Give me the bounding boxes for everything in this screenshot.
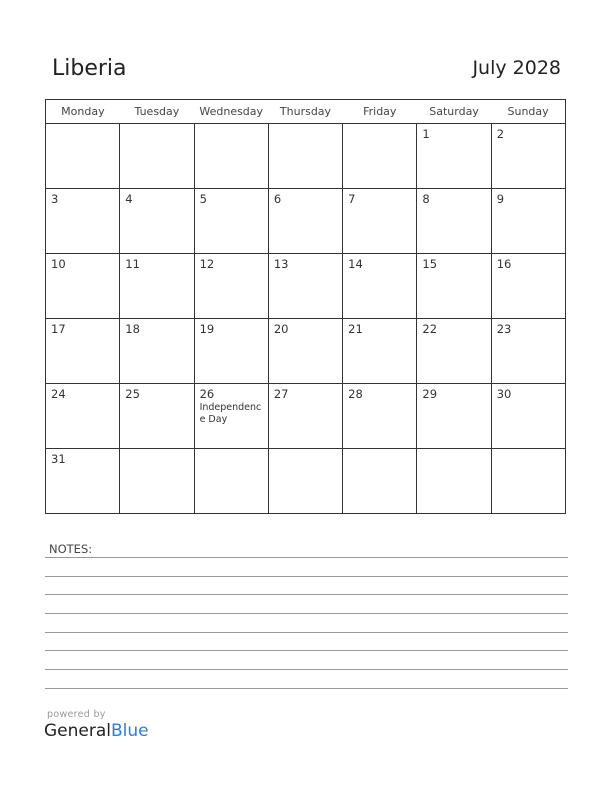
weekday-header-row (46, 100, 566, 124)
calendar-day-cell (46, 449, 120, 514)
calendar-empty-cell (268, 124, 342, 189)
brand-logo (44, 721, 149, 741)
day-number: 25 (125, 387, 140, 401)
day-number: 14 (348, 257, 363, 271)
day-number: 31 (51, 452, 66, 466)
day-number: 22 (422, 322, 438, 336)
brand-blue: Blue (111, 721, 149, 741)
day-number: 23 (496, 322, 512, 336)
day-number: 17 (51, 322, 66, 336)
notes-line (45, 688, 568, 689)
weekday-friday: Friday (343, 100, 417, 124)
calendar-day-cell (120, 384, 194, 449)
calendar-day-cell (120, 319, 194, 384)
notes-line (45, 669, 568, 670)
calendar-day-cell (343, 384, 417, 449)
day-number: 26 (199, 387, 215, 401)
calendar-day-cell (268, 319, 342, 384)
calendar-week-row (46, 189, 566, 254)
calendar-day-cell (417, 319, 491, 384)
day-number: 27 (273, 387, 289, 401)
weekday-saturday: Saturday (417, 100, 491, 124)
notes-line (45, 650, 568, 651)
day-number: 13 (273, 257, 289, 271)
holiday-label: Independence Day (199, 402, 262, 425)
day-number: 4 (125, 192, 133, 206)
day-number: 1 (422, 127, 430, 141)
powered-by-text: powered by (47, 709, 106, 720)
calendar-day-cell (343, 189, 417, 254)
calendar-empty-cell (194, 124, 268, 189)
weekday-monday: Monday (46, 100, 120, 124)
calendar-day-cell (194, 254, 268, 319)
calendar-body (46, 124, 566, 514)
calendar-day-cell (194, 189, 268, 254)
calendar-empty-cell (417, 449, 491, 514)
day-number: 29 (422, 387, 438, 401)
day-number: 18 (125, 322, 140, 336)
day-number: 19 (199, 322, 215, 336)
calendar-week-row (46, 254, 566, 319)
calendar-day-cell (46, 189, 120, 254)
calendar-empty-cell (46, 124, 120, 189)
day-number: 30 (496, 387, 512, 401)
calendar-empty-cell (343, 449, 417, 514)
day-number: 28 (348, 387, 363, 401)
calendar-week-row (46, 449, 566, 514)
notes-line (45, 576, 568, 577)
calendar-empty-cell (194, 449, 268, 514)
calendar-country-title: Liberia (52, 56, 127, 81)
calendar-day-cell (120, 254, 194, 319)
notes-line (45, 613, 568, 614)
calendar-day-cell (417, 254, 491, 319)
calendar-day-cell (491, 124, 565, 189)
day-number: 10 (51, 257, 66, 271)
calendar-day-cell (491, 189, 565, 254)
weekday-thursday: Thursday (268, 100, 342, 124)
calendar-day-cell (268, 189, 342, 254)
calendar-day-cell (194, 384, 268, 449)
calendar-empty-cell (343, 124, 417, 189)
calendar-day-cell (417, 384, 491, 449)
calendar-day-cell (417, 124, 491, 189)
calendar-day-cell (268, 384, 342, 449)
day-number: 6 (273, 192, 282, 206)
day-number: 20 (273, 322, 289, 336)
calendar-empty-cell (491, 449, 565, 514)
day-number: 21 (348, 322, 363, 336)
day-number: 11 (125, 257, 140, 271)
calendar-empty-cell (268, 449, 342, 514)
weekday-tuesday: Tuesday (120, 100, 194, 124)
notes-line (45, 632, 568, 633)
day-number: 7 (348, 192, 356, 206)
calendar-week-row (46, 319, 566, 384)
calendar-day-cell (343, 254, 417, 319)
calendar-day-cell (46, 384, 120, 449)
day-number: 9 (496, 192, 505, 206)
day-number: 24 (51, 387, 66, 401)
calendar-day-cell (194, 319, 268, 384)
day-number: 15 (422, 257, 438, 271)
calendar-week-row (46, 124, 566, 189)
day-number: 12 (199, 257, 215, 271)
weekday-wednesday: Wednesday (194, 100, 268, 124)
notes-line (45, 594, 568, 595)
calendar-empty-cell (120, 124, 194, 189)
calendar-month-title: July 2028 (472, 57, 561, 79)
notes-label: NOTES: (49, 542, 93, 556)
calendar-week-row (46, 384, 566, 449)
calendar-empty-cell (120, 449, 194, 514)
day-number: 3 (51, 192, 59, 206)
day-number: 8 (422, 192, 430, 206)
calendar-day-cell (46, 319, 120, 384)
weekday-sunday: Sunday (491, 100, 565, 124)
day-number: 2 (496, 127, 505, 141)
calendar-day-cell (417, 189, 491, 254)
calendar-day-cell (120, 189, 194, 254)
calendar-day-cell (491, 384, 565, 449)
brand-general: General (44, 721, 111, 741)
day-number: 16 (496, 257, 512, 271)
day-number: 5 (199, 192, 207, 206)
calendar-day-cell (268, 254, 342, 319)
calendar-day-cell (491, 254, 565, 319)
calendar-grid (45, 99, 566, 514)
notes-line (45, 557, 568, 558)
calendar-day-cell (491, 319, 565, 384)
calendar-day-cell (343, 319, 417, 384)
calendar-day-cell (46, 254, 120, 319)
